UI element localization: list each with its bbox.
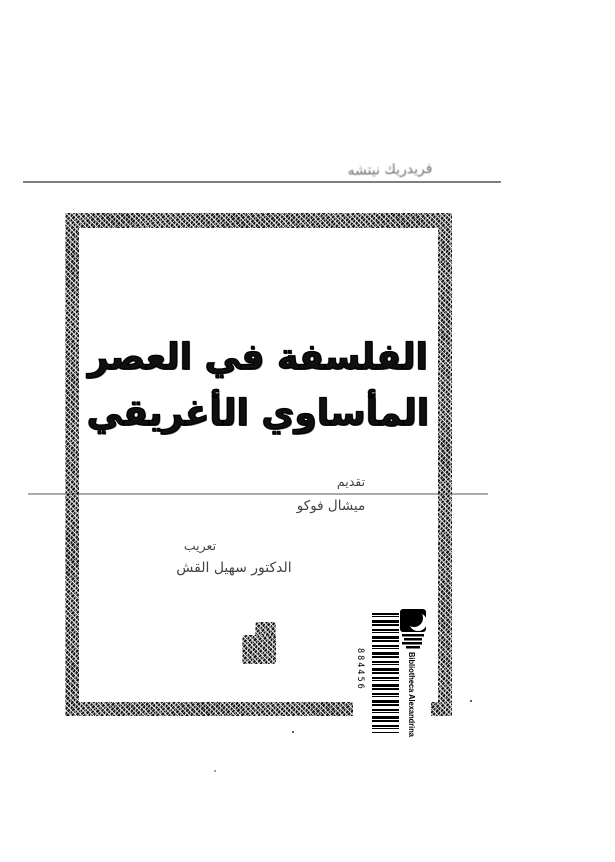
translator-name: الدكتور سهيل القش [176, 560, 292, 576]
bibliotheca-alexandrina-logo-icon [399, 608, 429, 654]
book-title-line2: المأساوي الأغريقي [86, 393, 430, 434]
foreword-label: تقديم [336, 474, 366, 489]
barcode-icon [372, 613, 399, 733]
translation-label: تعريب [183, 538, 217, 553]
barcode-number: 884456 [355, 648, 365, 691]
middle-scan-rule [28, 493, 488, 495]
library-name: Bibliotheca Alexandrina [407, 652, 417, 737]
book-title [80, 330, 436, 442]
scan-speck [292, 731, 294, 733]
book-title-line1: الفلسفة في العصر [88, 337, 428, 378]
library-barcode-stamp [353, 596, 431, 748]
handwritten-author-note: فريدريك نيتشه [347, 160, 433, 180]
scan-speck [470, 700, 472, 702]
top-scan-rule [23, 181, 501, 183]
publisher-logo-icon [242, 622, 276, 664]
publisher-logo-bottom-block [242, 635, 276, 664]
scan-speck [214, 770, 216, 772]
foreword-author-name: ميشال فوكو [296, 498, 366, 514]
